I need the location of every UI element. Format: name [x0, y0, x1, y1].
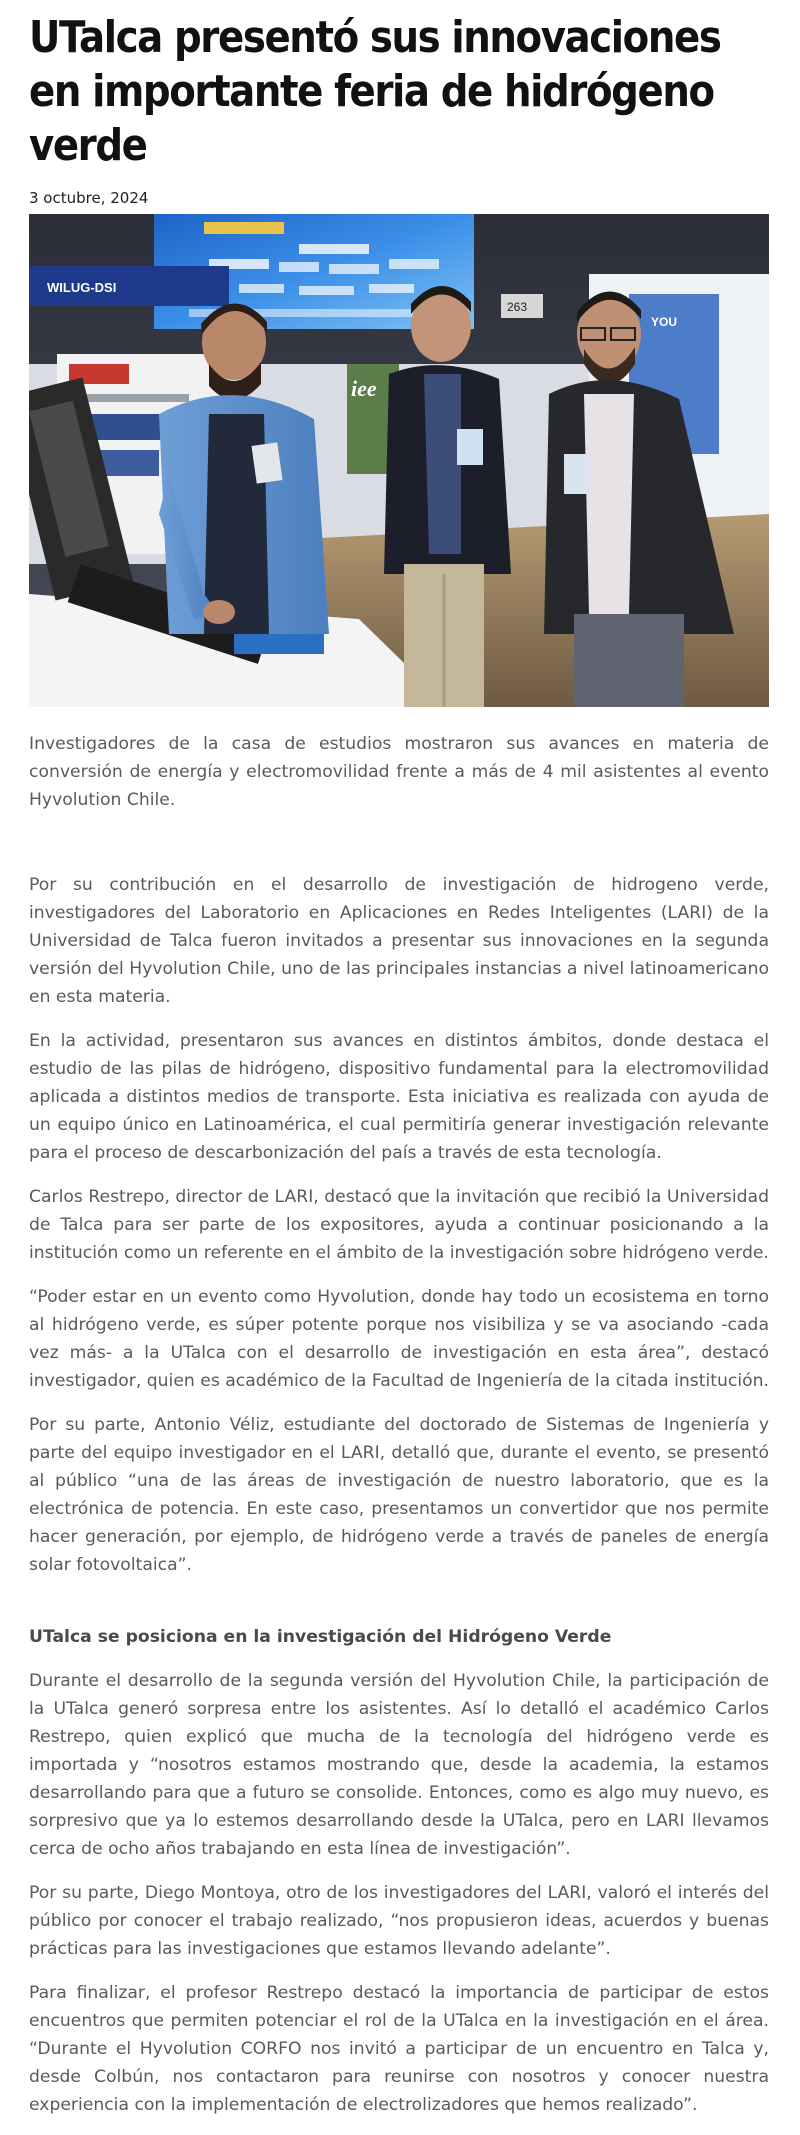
article-title: UTalca presentó sus innovaciones en importante feria de hidrógeno verde — [29, 12, 721, 171]
body-paragraph: Por su contribución en el desarrollo de investigación de hidrogeno verde, investigadores del Laboratorio en Aplicaciones en Redes Inteligentes (LARI) de la Universidad de Talca fueron invitados a presentar sus innovaciones en la segunda versión del Hyvolution Chile, uno de las principales instancias a nivel latinoamericano en esta materia. — [29, 875, 769, 1007]
corner-logo: YOU — [651, 315, 678, 329]
body-paragraph: Durante el desarrollo de la segunda versión del Hyvolution Chile, la participación de la UTalca generó sorpresa entre los asistentes. Así lo detalló el académico Carlos Restrepo, quien explicó que mucha de la tecnología del hidrógeno verde es importada y “nosotros estamos mostrando que, desde la academia, la estamos desarrollando para que a futuro se consolide. Entonces, como es algo muy nuevo, es sorpresivo que ya lo estemos desarrollando desde la UTalca, pero en LARI llevamos cerca de ocho años trabajando en esta línea de investigación”. — [29, 1671, 769, 1859]
body-paragraph: Para finalizar, el profesor Restrepo destacó la importancia de participar de estos encuentros que permiten potenciar el rol de la UTalca en la investigación en el área. “Durante el Hyvolution CORFO nos invitó a participar de un encuentro en Talca y, desde Colbún, nos contactaron para reunirse con nosotros y conocer nuestra experiencia con la implementación de electrolizadores que hemos realizado”. — [29, 1983, 769, 2115]
news-article — [29, 0, 769, 2135]
article-date: 3 octubre, 2024 — [29, 189, 149, 207]
section-subheading: UTalca se posiciona en la investigación del Hidrógeno Verde — [29, 1627, 612, 1647]
booth-label: WILUG-DSI — [47, 280, 117, 295]
article-body — [29, 871, 769, 2119]
body-paragraph: Por su parte, Antonio Véliz, estudiante del doctorado de Sistemas de Ingeniería y parte del equipo investigador en el LARI, detalló que, durante el evento, se presentó al público “una de las áreas de investigación de nuestro laboratorio, que es la electrónica de potencia. En este caso, presentamos un convertidor que nos permite hacer generación, por ejemplo, de hidrógeno verde a través de paneles de energía solar fotovoltaica”. — [29, 1415, 769, 1575]
article-photo — [29, 214, 769, 707]
body-paragraph: En la actividad, presentaron sus avances en distintos ámbitos, donde destaca el estudio de las pilas de hidrógeno, dispositivo fundamental para la electromovilidad aplicada a distintos medios de transporte. Esta iniciativa es realizada con ayuda de un equipo único en Latinoamérica, el cual permitiría generar investigación relevante para el proceso de descarbonización del país a través de esta tecnología. — [29, 1031, 769, 1163]
poster-brand: iee — [351, 376, 377, 401]
body-paragraph: Carlos Restrepo, director de LARI, destacó que la invitación que recibió la Universidad de Talca para ser parte de los expositores, ayuda a continuar posicionando a la institución como un referente en el ámbito de la investigación sobre hidrógeno verde. — [29, 1187, 769, 1263]
body-paragraph: “Poder estar en un evento como Hyvolution, donde hay todo un ecosistema en torno al hidrógeno verde, es súper potente porque nos visibiliza y se va asociando -cada vez más- a la UTalca con el desarrollo de investigación en esta área”, destacó investigador, quien es académico de la Facultad de Ingeniería de la citada institución. — [29, 1287, 769, 1391]
body-paragraph: Por su parte, Diego Montoya, otro de los investigadores del LARI, valoró el interés del público por conocer el trabajo realizado, “nos propusieron ideas, acuerdos y buenas prácticas para las investigaciones que estamos llevando adelante”. — [29, 1883, 769, 1959]
booth-number: 263 — [507, 300, 528, 314]
article-lead: Investigadores de la casa de estudios mostraron sus avances en materia de conversión de energía y electromovilidad frente a más de 4 mil asistentes al evento Hyvolution Chile. — [29, 734, 769, 810]
